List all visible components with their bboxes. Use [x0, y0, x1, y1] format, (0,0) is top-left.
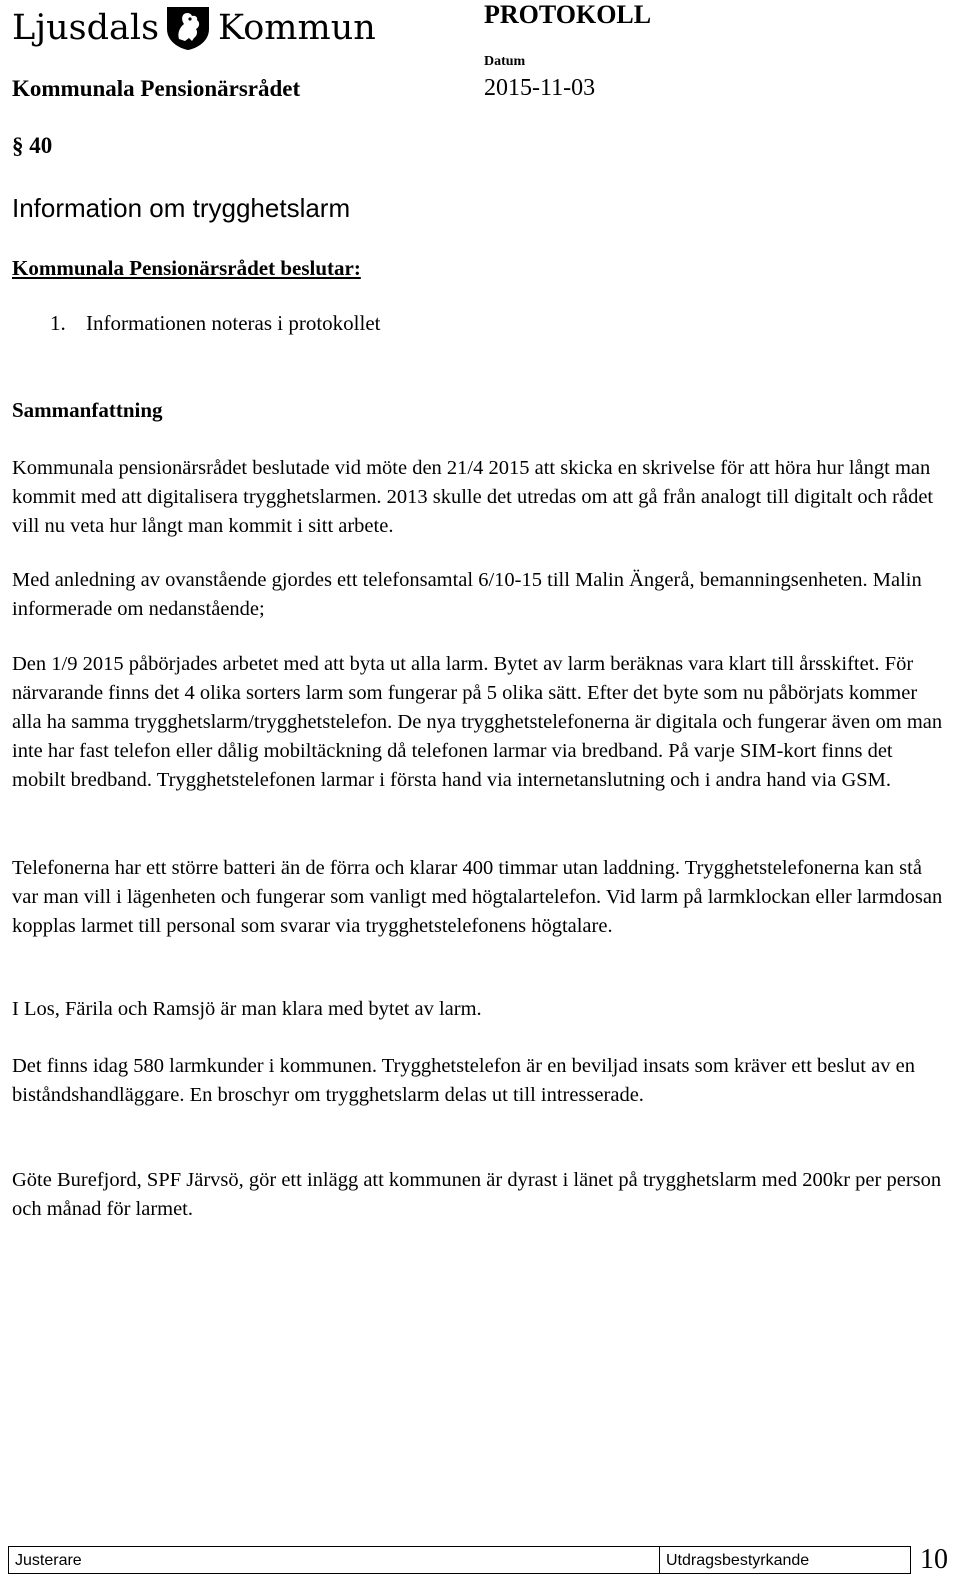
date-label: Datum: [484, 54, 526, 69]
organization-name: Kommunala Pensionärsrådet: [12, 76, 301, 101]
meeting-date: 2015-11-03: [484, 75, 596, 101]
decision-item: [50, 311, 381, 336]
document-type: PROTOKOLL: [484, 0, 652, 29]
summary-paragraph: Den 1/9 2015 påbörjades arbetet med att byta ut alla larm. Bytet av larm beräknas vara klart till årsskiftet. För närvarande finns det 4 olika sorters larm som fungerar på 5 olika sätt. Efter det byte som nu påbörjats kommer alla ha samma trygghetslarm/trygghetstelefon. De nya trygghetstelefonerna är digitala och fungerar även om man inte har fast telefon eller dålig mobiltäckning då telefonen larmar via bredband. På varje SIM-kort finns det mobilt bredband. Trygghetstelefonen larmar i första hand via internetanslutning och i andra hand via GSM.: [12, 653, 943, 791]
logo-text-left: Ljusdals: [12, 8, 160, 48]
decision-item-text: Informationen noteras i protokollet: [86, 311, 381, 335]
footer-justerare-box: [8, 1546, 660, 1574]
coat-of-arms-icon: [165, 5, 211, 51]
decision-heading: Kommunala Pensionärsrådet beslutar:: [12, 256, 361, 280]
decision-item-number: 1.: [50, 311, 66, 335]
paragraph-number: § 40: [12, 133, 53, 158]
summary-paragraph: I Los, Färila och Ramsjö är man klara med bytet av larm.: [12, 998, 482, 1020]
municipality-logo: [12, 4, 376, 52]
section-title: Information om trygghetslarm: [12, 193, 351, 223]
summary-paragraph: Göte Burefjord, SPF Järvsö, gör ett inlägg att kommunen är dyrast i länet på trygghetslarm med 200kr per person och månad för larmet.: [12, 1169, 942, 1220]
logo-text-right: Kommun: [218, 8, 376, 48]
summary-heading: Sammanfattning: [12, 398, 163, 422]
summary-paragraph: Kommunala pensionärsrådet beslutade vid möte den 21/4 2015 att skicka en skrivelse för att höra hur långt man kommit med att digitalisera trygghetslarmen. 2013 skulle det utredas om att gå från analogt till digitalt och rådet vill nu veta hur långt man kommit i sitt arbete.: [12, 457, 934, 537]
summary-paragraph: Med anledning av ovanstående gjordes ett telefonsamtal 6/10-15 till Malin Ängerå, bemanningsenheten. Malin informerade om nedanstående;: [12, 569, 922, 620]
summary-paragraph: Det finns idag 580 larmkunder i kommunen. Trygghetstelefon är en beviljad insats som kräver ett beslut av en biståndshandläggare. En broschyr om trygghetslarm delas ut till intresserade.: [12, 1055, 915, 1106]
footer-justerare-label: Justerare: [15, 1552, 82, 1569]
page-number: 10: [920, 1544, 948, 1575]
summary-paragraph: Telefonerna har ett större batteri än de förra och klarar 400 timmar utan laddning. Trygghetstelefonerna kan stå var man vill i lägenheten och fungerar som vanligt med högtalartelefon. Vid larm på larmklockan eller larmdosan kopplas larmet till personal som svarar via trygghetstelefonens högtalare.: [12, 857, 943, 937]
footer-utdrag-box: [659, 1546, 911, 1574]
footer-utdrag-label: Utdragsbestyrkande: [666, 1552, 810, 1569]
